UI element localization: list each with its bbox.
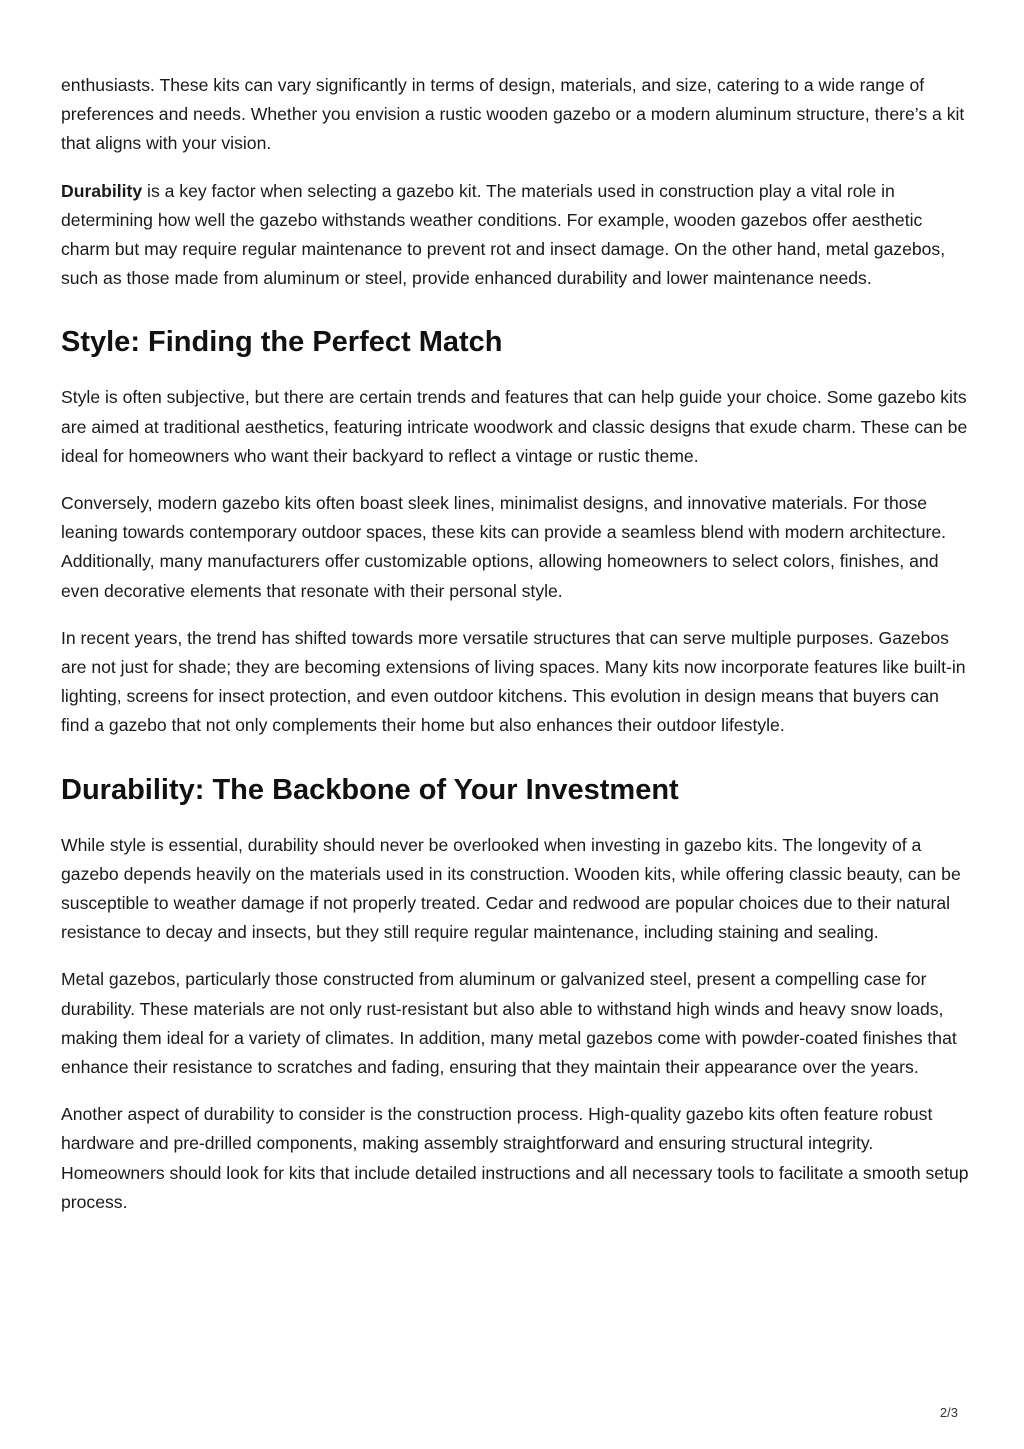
durability-intro-text: is a key factor when selecting a gazebo kit. The materials used in construction play a vital role in determining how well the gazebo withstands weather conditions. For example, wooden gazebos offer aesthetic charm but may require regular maintenance to prevent rot and insect damage. On the other hand, metal gazebos, such as those made from aluminum or steel, provide enhanced durability and lower maintenance needs. bbox=[61, 180, 946, 289]
page-number: 2/3 bbox=[939, 1405, 958, 1420]
durability-section-heading: Durability: The Backbone of Your Investment bbox=[61, 773, 679, 806]
style-section-heading: Style: Finding the Perfect Match bbox=[61, 326, 503, 359]
durability-intro-paragraph bbox=[61, 177, 971, 294]
style-paragraph-1: Style is often subjective, but there are certain trends and features that can help guide your choice. Some gazebo kits are aimed at traditional aesthetics, featuring intricate woodwork and classic designs that exude charm. These can be ideal for homeowners who want their backyard to reflect a vintage or rustic theme. bbox=[61, 387, 968, 466]
document-page bbox=[61, 71, 971, 1235]
intro-paragraph: enthusiasts. These kits can vary significantly in terms of design, materials, and size, catering to a wide range of preferences and needs. Whether you envision a rustic wooden gazebo or a modern aluminum structure, there’s a kit that aligns with your vision. bbox=[61, 75, 965, 154]
durability-paragraph-2: Metal gazebos, particularly those constructed from aluminum or galvanized steel, present a compelling case for durability. These materials are not only rust-resistant but also able to withstand high winds and heavy snow loads, making them ideal for a variety of climates. In addition, many metal gazebos come with powder-coated finishes that enhance their resistance to scratches and fading, ensuring that they maintain their appearance over the years. bbox=[61, 969, 957, 1078]
style-paragraph-2: Conversely, modern gazebo kits often boast sleek lines, minimalist designs, and innovative materials. For those leaning towards contemporary outdoor spaces, these kits can provide a seamless blend with modern architecture. Additionally, many manufacturers offer customizable options, allowing homeowners to select colors, finishes, and even decorative elements that resonate with their personal style. bbox=[61, 493, 947, 601]
durability-paragraph-3: Another aspect of durability to consider is the construction process. High-quality gazebo kits often feature robust hardware and pre-drilled components, making assembly straightforward and ensuring structural integrity. Homeowners should look for kits that include detailed instructions and all necessary tools to facilitate a smooth setup process. bbox=[61, 1104, 969, 1212]
durability-bold-term: Durability bbox=[61, 180, 143, 201]
durability-paragraph-1: While style is essential, durability should never be overlooked when investing in gazebo kits. The longevity of a gazebo depends heavily on the materials used in its construction. Wooden kits, while offering classic beauty, can be susceptible to weather damage if not properly treated. Cedar and redwood are popular choices due to their natural resistance to decay and insects, but they still require regular maintenance, including staining and sealing. bbox=[61, 834, 961, 943]
style-paragraph-3: In recent years, the trend has shifted towards more versatile structures that can serve multiple purposes. Gazebos are not just for shade; they are becoming extensions of living spaces. Many kits now incorporate features like built-in lighting, screens for insect protection, and even outdoor kitchens. This evolution in design means that buyers can find a gazebo that not only complements their home but also enhances their outdoor lifestyle. bbox=[61, 627, 966, 736]
